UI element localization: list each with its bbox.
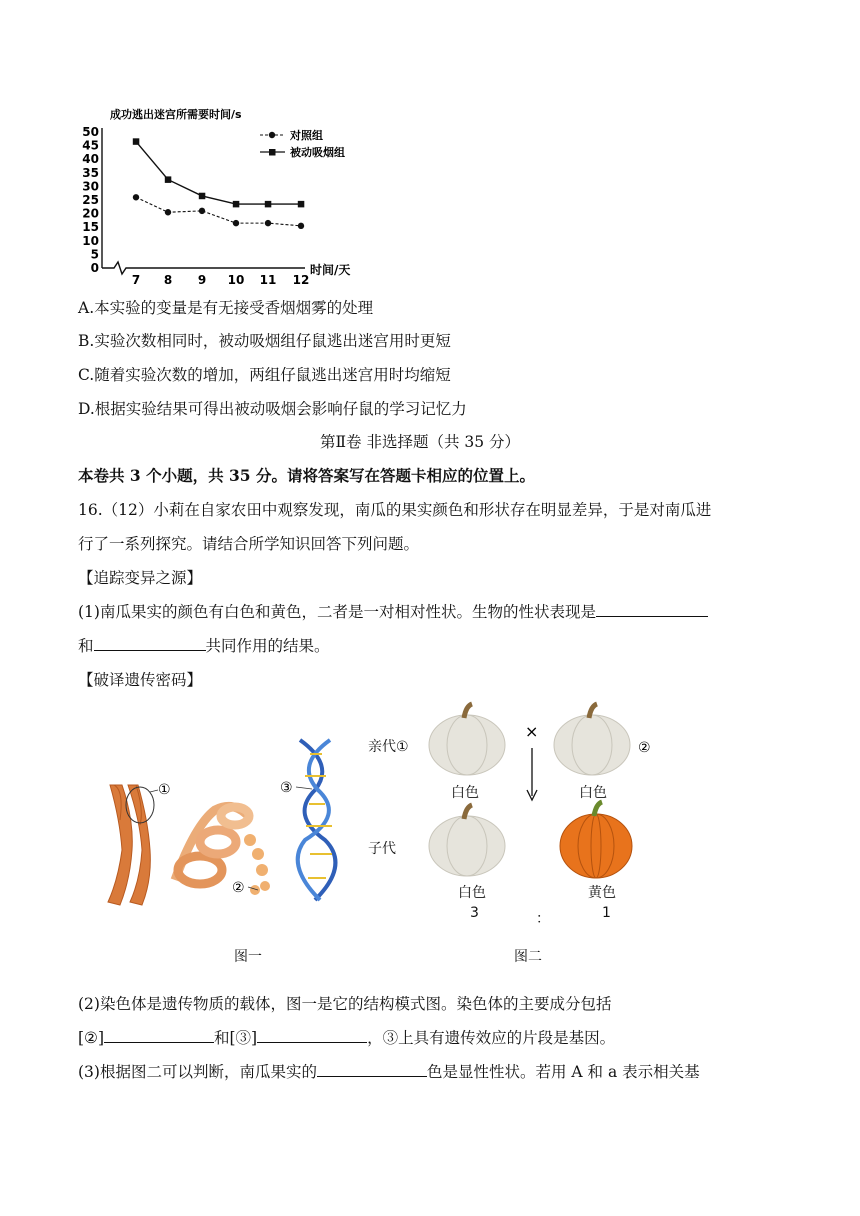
q16-part2-line1: (2)染色体是遗传物质的载体，图一是它的结构模式图。染色体的主要成分包括: [78, 995, 612, 1013]
x-tick-label: 9: [197, 273, 207, 284]
dna-helix-icon: [298, 740, 336, 900]
data-point-control: [133, 194, 139, 200]
series-line-1: [136, 142, 301, 205]
heading-genetic-code: 【破译遗传密码】: [78, 671, 203, 689]
data-point-smoking: [165, 176, 172, 183]
data-point-smoking: [265, 201, 272, 208]
q16-intro-line2: 行了一系列探究。请结合所学知识回答下列问题。: [78, 535, 420, 553]
ratio-yellow: 1: [602, 905, 611, 921]
y-tick-label: 20: [82, 206, 99, 221]
q16-part1-and: 和: [78, 637, 94, 655]
q16-part1-line2: [78, 634, 330, 656]
chart-ylabel: 成功逃出迷宫所需要时间/s: [110, 108, 242, 121]
ratio-white: 3: [470, 905, 479, 921]
data-point-control: [233, 220, 239, 226]
option-c: C.随着实验次数的增加，两组仔鼠逃出迷宫用时均缩短: [78, 366, 451, 384]
q16-part2-ref2: [②]: [78, 1029, 104, 1047]
fig1-label-3: ③: [280, 780, 293, 796]
q16-part2-ref3: 和[③]: [214, 1029, 258, 1047]
option-d: D.根据实验结果可得出被动吸烟会影响仔鼠的学习记忆力: [78, 400, 467, 418]
figure1-chromosome-diagram: [100, 730, 360, 915]
chart-xlabel: 时间/天: [310, 263, 351, 277]
y-tick-label: 40: [82, 152, 99, 167]
x-tick-label: 7: [131, 273, 141, 284]
answer-blank-1[interactable]: [596, 602, 708, 617]
y-tick-label: 10: [82, 233, 99, 248]
legend-marker-smoking: [269, 149, 276, 156]
data-point-smoking: [133, 138, 140, 145]
data-point-smoking: [298, 201, 305, 208]
data-point-control: [165, 209, 171, 215]
section-title: 第Ⅱ卷 非选择题（共 35 分）: [320, 433, 521, 451]
legend-label-smoking: 被动吸烟组: [290, 146, 345, 159]
answer-blank-5[interactable]: [317, 1062, 427, 1077]
q16-part2-line2: [78, 1026, 615, 1048]
y-tick-label: 35: [82, 165, 99, 180]
x-tick-label: 11: [259, 273, 277, 284]
data-point-smoking: [199, 193, 206, 200]
q16-part2-end: ，③上具有遗传效应的片段是基因。: [367, 1029, 616, 1047]
y-tick-label: 5: [90, 247, 99, 262]
cross-symbol: ×: [525, 722, 539, 741]
legend-marker-control: [269, 132, 275, 138]
data-point-control: [298, 223, 304, 229]
white-pumpkin-icon: [429, 704, 505, 775]
y-tick-label: 50: [82, 125, 99, 139]
fig1-label-1: ①: [158, 782, 171, 798]
orange-pumpkin-icon: [560, 802, 632, 878]
white-pumpkin-icon: [429, 805, 505, 876]
y-tick-label: 0: [90, 261, 99, 275]
parent1-color-label: 白色: [451, 785, 479, 801]
y-tick-label: 25: [82, 193, 99, 207]
y-tick-label: 45: [82, 138, 99, 153]
option-b: B.实验次数相同时，被动吸烟组仔鼠逃出迷宫用时更短: [78, 332, 451, 350]
answer-blank-4[interactable]: [257, 1028, 367, 1043]
coiled-chromatin-icon: [175, 806, 250, 884]
q16-part3-end: 色是显性性状。若用 A 和 a 表示相关基: [426, 1063, 700, 1081]
x-tick-label: 10: [227, 273, 245, 284]
series-line-0: [136, 197, 301, 226]
parent2-color-label: 白色: [579, 785, 607, 801]
x-tick-label: 12: [292, 273, 310, 284]
section-note: 本卷共 3 个小题，共 35 分。请将答案写在答题卡相应的位置上。: [78, 466, 535, 485]
q16-part3-line1: [78, 1060, 700, 1082]
data-point-control: [199, 208, 205, 214]
offspring-generation-label: 子代: [368, 841, 396, 857]
q16-part1-end: 共同作用的结果。: [205, 637, 330, 655]
data-point-control: [265, 220, 271, 226]
legend-label-control: 对照组: [290, 129, 323, 142]
ratio-separator: ：: [536, 911, 550, 927]
offspring-yellow-label: 黄色: [588, 885, 616, 901]
data-point-smoking: [233, 201, 240, 208]
q16-part3-text: (3)根据图二可以判断，南瓜果实的: [78, 1063, 317, 1081]
y-tick-label: 15: [82, 220, 99, 235]
q16-part1-text: (1)南瓜果实的颜色有白色和黄色，二者是一对相对性状。生物的性状表现是: [78, 603, 596, 621]
q16-intro-line1: 16.（12）小莉在自家农田中观察发现，南瓜的果实颜色和形状存在明显差异，于是对南瓜进: [78, 501, 712, 519]
fig1-label-2: ②: [232, 880, 245, 896]
histone-beads-icon: [244, 834, 270, 895]
chart-legend: [260, 128, 345, 159]
white-pumpkin-icon: [554, 704, 630, 775]
figure1-caption: 图一: [234, 949, 262, 965]
answer-blank-2[interactable]: [94, 636, 206, 651]
q16-part1-line1: [78, 600, 708, 622]
heading-variation: 【追踪变异之源】: [78, 569, 203, 587]
escape-time-chart: [80, 102, 380, 284]
offspring-white-label: 白色: [458, 885, 486, 901]
fig2-marker-2: ②: [638, 740, 651, 756]
option-a: A.本实验的变量是有无接受香烟烟雾的处理: [78, 299, 374, 317]
x-tick-label: 8: [163, 273, 173, 284]
chromosome-icon: [108, 785, 150, 905]
y-tick-label: 30: [82, 179, 99, 194]
parent-generation-label: 亲代①: [368, 739, 409, 755]
figure2-caption: 图二: [514, 949, 542, 965]
answer-blank-3[interactable]: [104, 1028, 214, 1043]
